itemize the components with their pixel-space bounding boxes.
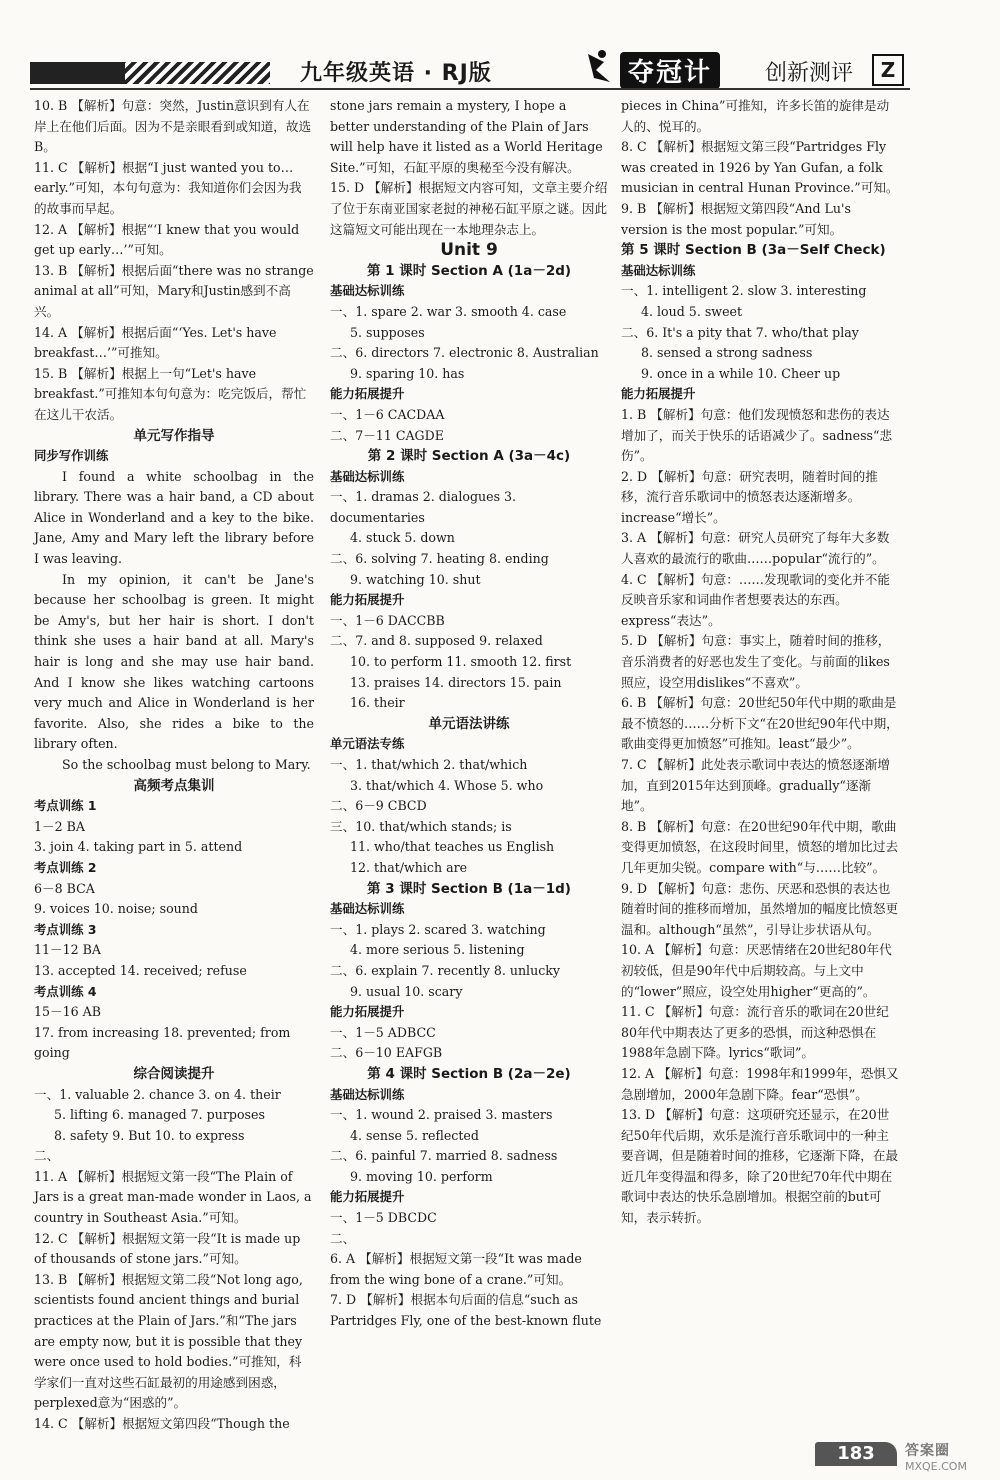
lesson-heading: 第 5 课时 Section B (3a－Self Check) bbox=[621, 242, 886, 259]
section-heading: 单元写作指导 bbox=[133, 427, 215, 444]
answer-line: 9. B 【解析】根据短文第四段“And Lu's version is the most popular.”可知。 bbox=[621, 200, 851, 237]
answer-line: 5. lifting 6. managed 7. purposes bbox=[54, 1107, 265, 1123]
answer-line: 6. A 【解析】根据短文第一段“It was made from the wing bone of a crane.”可知。 bbox=[330, 1251, 582, 1287]
answer-line: 13. B 【解析】根据短文第二段“Not long ago, scientists found ancient things and burial practices at the Plain of Jars.”和“The jars are empty now, but it is possible that they were once used to hold bodies.”可推知，科学家们一直对这些石缸最初的用途感到困惑，perplexed意为“困惑的”。 bbox=[34, 1271, 303, 1411]
answer-line: 9. once in a while 10. Cheer up bbox=[641, 365, 841, 381]
answer-line: 11－12 BA bbox=[34, 942, 101, 958]
subsection-label: 能力拓展提升 bbox=[330, 386, 405, 402]
answer-line: 12. A 【解析】句意：1998年和1999年，恐惧又急剧增加，2000年急剧下降。fear“恐惧”。 bbox=[621, 1065, 899, 1102]
page-number: 183 bbox=[815, 1442, 897, 1466]
answer-line: 二、6. It's a pity that 7. who/that play bbox=[621, 324, 859, 340]
lesson-heading: 第 4 课时 Section B (2a－2e) bbox=[367, 1065, 571, 1082]
answer-line: 4. sense 5. reflected bbox=[350, 1127, 479, 1143]
unit-heading: Unit 9 bbox=[440, 240, 498, 261]
answer-line: 15－16 AB bbox=[34, 1004, 101, 1020]
answer-line: 二、 bbox=[330, 1230, 356, 1246]
answer-line: 二、6. explain 7. recently 8. unlucky bbox=[330, 962, 560, 978]
answer-line: 二、6－10 EAFGB bbox=[330, 1045, 443, 1061]
answer-line: 5. D 【解析】句意：事实上，随着时间的推移，音乐消费者的好恶也发生了变化。与前面的likes照应，设空用dislikes“不喜欢”。 bbox=[621, 633, 891, 690]
answer-line: 9. voices 10. noise; sound bbox=[34, 901, 198, 917]
subsection-label: 考点训练 2 bbox=[34, 859, 97, 875]
header-rule bbox=[30, 88, 910, 90]
answer-line: 8. C 【解析】根据短文第三段“Partridges Fly was created in 1926 by Yan Gufan, a folk musician in central Hunan Province.”可知。 bbox=[621, 139, 899, 196]
answer-line: 4. more serious 5. listening bbox=[350, 942, 525, 958]
subsection-label: 基础达标训练 bbox=[330, 1086, 405, 1102]
essay-paragraph: I found a white schoolbag in the library. There was a hair band, a CD about Alice in Wonderland and a key to the bike. Jane, Amy and Mary left the library before I was leaving. bbox=[34, 468, 314, 567]
answer-line: 一、1－5 ADBCC bbox=[330, 1024, 436, 1040]
answer-line: pieces in China”可推知，许多长笛的旋律是动人的、悦耳的。 bbox=[621, 98, 890, 134]
section-heading: 单元语法讲练 bbox=[428, 715, 510, 732]
answer-line: 11. A 【解析】根据短文第一段“The Plain of Jars is a great man-made wonder in Laos, a country in Southeast Asia.”可知。 bbox=[34, 1168, 312, 1226]
watermark-title: 答案圈 bbox=[905, 1443, 950, 1459]
answer-line: 1. B 【解析】句意：他们发现愤怒和悲伤的表达增加了，而关于快乐的话语减少了。sadness“悲伤”。 bbox=[621, 406, 893, 464]
answer-line: stone jars remain a mystery, I hope a better understanding of the Plain of Jars will help have it listed as a World Heritage Site.”可知，石缸平原的奥秘至今没有解决。 bbox=[330, 98, 603, 175]
watermark bbox=[905, 1440, 997, 1478]
answer-line: 6. B 【解析】句意：20世纪50年代中期的歌曲是最不愤怒的……分析下文“在20世纪90年代中期，歌曲变得更加愤怒”可推知。least“最少”。 bbox=[621, 695, 899, 752]
essay-paragraph: So the schoolbag must belong to Mary. bbox=[62, 757, 311, 772]
answer-line: 16. their bbox=[350, 695, 405, 711]
answer-line: 15. D 【解析】根据短文内容可知，文章主要介绍了位于东南亚国家老挝的神秘石缸平原之谜。因此这篇短文可能出现在一本地理杂志上。 bbox=[330, 180, 608, 237]
answer-line: 8. sensed a strong sadness bbox=[641, 345, 813, 361]
answer-line: 一、1. spare 2. war 3. smooth 4. case bbox=[330, 303, 567, 319]
answer-line: 13. accepted 14. received; refuse bbox=[34, 962, 247, 978]
subsection-label: 基础达标训练 bbox=[621, 262, 696, 278]
answer-line: 二、6. painful 7. married 8. sadness bbox=[330, 1148, 558, 1164]
answer-line: 11. C 【解析】句意：流行音乐的歌词在20世纪80年代中期表达了更多的恐惧，而这种恐惧在1988年急剧下降。lyrics“歌词”。 bbox=[621, 1004, 889, 1061]
answer-line: 一、1. plays 2. scared 3. watching bbox=[330, 921, 546, 937]
answer-line: 7. D 【解析】根据本句后面的信息“such as Partridges Fly, one of the best-known flute bbox=[330, 1292, 602, 1329]
answer-line: 9. moving 10. perform bbox=[350, 1168, 493, 1184]
answer-line: 9. D 【解析】句意：悲伤、厌恶和恐惧的表达也随着时间的推移而增加，虽然增加的幅度比愤怒更温和。although“虽然”，引导让步状语从句。 bbox=[621, 880, 899, 937]
subsection-label: 能力拓展提升 bbox=[330, 592, 405, 608]
answer-line: 二、6. directors 7. electronic 8. Australian bbox=[330, 345, 599, 361]
answer-line: 二、7－11 CAGDE bbox=[330, 427, 444, 443]
series-name: 创新测评 bbox=[765, 61, 854, 86]
subsection-label: 基础达标训练 bbox=[330, 468, 405, 484]
subsection-label: 单元语法专练 bbox=[330, 736, 405, 752]
answer-line: 一、1. wound 2. praised 3. masters bbox=[330, 1107, 553, 1123]
answer-line: 5. supposes bbox=[350, 324, 425, 340]
answer-line: 4. loud 5. sweet bbox=[641, 303, 743, 319]
series-mark: Z bbox=[872, 54, 904, 86]
answer-line: 一、1－5 DBCDC bbox=[330, 1210, 437, 1226]
answer-line: 8. B 【解析】句意：在20世纪90年代中期，歌曲变得更加愤怒，在这段时间里，愤怒的增加比过去几年更加尖锐。compare with“与……比较”。 bbox=[621, 818, 899, 875]
subsection-label: 基础达标训练 bbox=[330, 283, 405, 299]
essay-paragraph: In my opinion, it can't be Jane's because her schoolbag is green. It might be Amy's, but her hair is short. I don't think she uses a hair band at all. Mary's hair is long and she may use hair band. And I know she likes watching cartoons very much and Alice in Wonderland is her favorite. Also, she rides a bike to the library often. bbox=[34, 571, 314, 752]
answer-line: 4. C 【解析】句意：……发现歌词的变化并不能反映音乐家和词曲作者想要表达的东西。express“表达”。 bbox=[621, 571, 890, 628]
answer-line: 10. B 【解析】句意：突然，Justin意识到有人在岸上在他们后面。因为不是亲眼看到或知道，故选B。 bbox=[34, 98, 312, 155]
answer-line: 3. that/which 4. Whose 5. who bbox=[350, 777, 544, 793]
answer-line: 二、6－9 CBCD bbox=[330, 798, 427, 814]
header-bar bbox=[30, 62, 125, 84]
answer-line: 15. B 【解析】根据上一句“Let's have breakfast.”可推知本句句意为：吃完饭后，帮忙在这儿干农活。 bbox=[34, 365, 307, 422]
answer-line: 三、10. that/which stands; is bbox=[330, 818, 512, 834]
answer-line: 12. C 【解析】根据短文第一段“It is made up of thousands of stone jars.”可知。 bbox=[34, 1230, 301, 1267]
answer-line: 1－2 BA bbox=[34, 818, 85, 834]
answer-line: 一、1. intelligent 2. slow 3. interesting bbox=[621, 283, 867, 299]
answer-line: 一、1. that/which 2. that/which bbox=[330, 757, 528, 772]
subsection-label: 考点训练 1 bbox=[34, 798, 97, 814]
answer-line: 12. A 【解析】根据“‘I knew that you would get up early…’”可知。 bbox=[34, 221, 300, 258]
answer-line: 2. D 【解析】句意：研究表明，随着时间的推移，流行音乐歌词中的愤怒表达逐渐增多。increase“增长”。 bbox=[621, 468, 878, 525]
lesson-heading: 第 3 课时 Section B (1a－1d) bbox=[367, 880, 571, 897]
answer-line: 14. A 【解析】根据后面“‘Yes. Let's have breakfast…’”可推知。 bbox=[34, 324, 277, 361]
book-title: 九年级英语 · RJ版 bbox=[300, 61, 492, 86]
answer-line: 14. C 【解析】根据短文第四段“Though the bbox=[34, 1416, 290, 1431]
answer-line: 一、1－6 DACCBB bbox=[330, 612, 445, 628]
answer-line: 13. B 【解析】根据后面“there was no strange animal at all”可知，Mary和Justin感到不高兴。 bbox=[34, 262, 314, 319]
page-header bbox=[0, 0, 1000, 92]
answer-line: 二、6. solving 7. heating 8. ending bbox=[330, 551, 549, 567]
lesson-heading: 第 1 课时 Section A (1a－2d) bbox=[366, 262, 572, 279]
answer-line: 9. sparing 10. has bbox=[350, 365, 465, 381]
section-heading: 综合阅读提升 bbox=[133, 1065, 215, 1082]
answer-column-1 bbox=[34, 96, 314, 1435]
answer-line: 6－8 BCA bbox=[34, 880, 95, 896]
answer-line: 一、1. dramas 2. dialogues 3. documentaries bbox=[330, 489, 517, 525]
subsection-label: 考点训练 4 bbox=[34, 983, 97, 999]
answer-line: 17. from increasing 18. prevented; from going bbox=[34, 1024, 291, 1061]
answer-line: 3. A 【解析】句意：研究人员研究了每年大多数人喜欢的最流行的歌曲……popular“流行的”。 bbox=[621, 530, 890, 567]
answer-line: 13. praises 14. directors 15. pain bbox=[350, 674, 562, 690]
subsection-label: 基础达标训练 bbox=[330, 901, 405, 917]
section-heading: 高频考点集训 bbox=[133, 777, 215, 794]
answer-line: 一、1－6 CACDAA bbox=[330, 406, 445, 422]
answer-line: 8. safety 9. But 10. to express bbox=[54, 1127, 245, 1143]
answer-line: 一、1. valuable 2. chance 3. on 4. their bbox=[34, 1086, 281, 1102]
answer-line: 二、7. and 8. supposed 9. relaxed bbox=[330, 633, 543, 649]
answer-line: 11. C 【解析】根据“I just wanted you to…early.”可知，本句句意为：我知道你们会因为我的故事而早起。 bbox=[34, 159, 302, 216]
subsection-label: 同步写作训练 bbox=[34, 448, 109, 464]
lesson-heading: 第 2 课时 Section A (3a－4c) bbox=[367, 448, 571, 465]
subsection-label: 能力拓展提升 bbox=[330, 1189, 405, 1205]
answer-line: 9. watching 10. shut bbox=[350, 571, 481, 587]
brand-logo: 夺冠计 bbox=[620, 52, 720, 89]
subsection-label: 能力拓展提升 bbox=[621, 386, 696, 402]
answer-column-3 bbox=[621, 96, 899, 1229]
answer-line: 12. that/which are bbox=[350, 859, 468, 875]
watermark-url: MXQE.COM bbox=[905, 1460, 967, 1473]
answer-line: 13. D 【解析】句意：这项研究还显示，在20世纪50年代后期，欢乐是流行音乐歌词中的一种主要音调，但是随着时间的推移，它逐渐下降，在最近几年变得温和得多，除了20世纪70年代中期在歌词中表达的快乐急剧增加。根据空前的but可知，表示转折。 bbox=[621, 1107, 899, 1226]
answer-column-2 bbox=[330, 96, 608, 1332]
answer-line: 10. A 【解析】句意：厌恶情绪在20世纪80年代初较低，但是90年代中后期较高。与上文中的“lower”照应，设空处用higher“更高的”。 bbox=[621, 942, 892, 999]
answer-line: 7. C 【解析】此处表示歌词中表达的愤怒逐渐增加，直到2015年达到顶峰。gradually“逐渐地”。 bbox=[621, 757, 890, 814]
subsection-label: 能力拓展提升 bbox=[330, 1004, 405, 1020]
answer-line: 9. usual 10. scary bbox=[350, 983, 463, 999]
answer-line: 二、 bbox=[34, 1148, 60, 1164]
answer-line: 3. join 4. taking part in 5. attend bbox=[34, 839, 243, 855]
subsection-label: 考点训练 3 bbox=[34, 921, 97, 937]
answer-line: 4. stuck 5. down bbox=[350, 530, 455, 546]
answer-line: 11. who/that teaches us English bbox=[350, 839, 555, 855]
answer-line: 10. to perform 11. smooth 12. first bbox=[350, 654, 572, 670]
